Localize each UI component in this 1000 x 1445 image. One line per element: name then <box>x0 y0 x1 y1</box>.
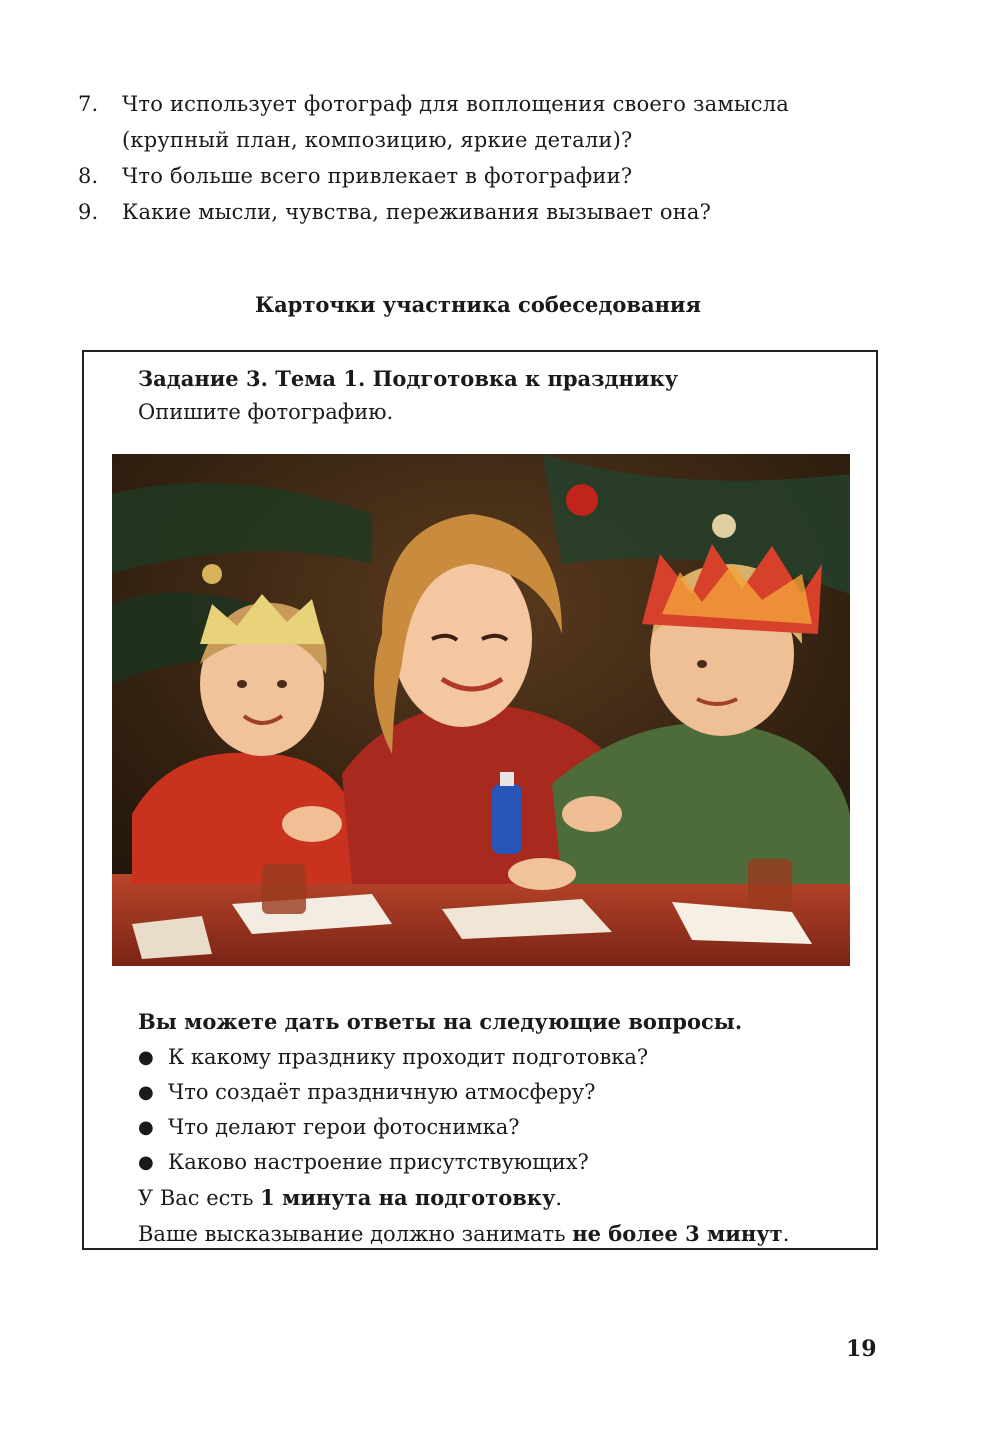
bullet-item <box>138 1075 858 1110</box>
speech-prefix: Ваше высказывание должно занимать <box>138 1222 573 1246</box>
bullet-icon: ● <box>138 1117 154 1138</box>
prep-bold: 1 минута на подготовку <box>260 1185 556 1210</box>
bullet-icon: ● <box>138 1082 154 1103</box>
speech-suffix: . <box>782 1222 790 1246</box>
speech-bold: не более 3 минут <box>572 1221 783 1246</box>
prep-prefix: У Вас есть <box>138 1186 261 1210</box>
question-number: 9. <box>78 200 99 224</box>
speech-time-line <box>138 1216 858 1252</box>
question-item <box>78 86 898 158</box>
bullet-text: К какому празднику проходит подготовка? <box>168 1045 649 1069</box>
section-title: Карточки участника собеседования <box>254 292 702 317</box>
card-title: Задание 3. Тема 1. Подготовка к празднику <box>138 366 679 391</box>
prep-suffix: . <box>555 1186 563 1210</box>
page-number: 19 <box>846 1336 877 1362</box>
question-item <box>78 194 898 230</box>
card-questions-block <box>138 1004 858 1252</box>
question-number: 8. <box>78 164 99 188</box>
task-card <box>82 350 878 1250</box>
bullet-item <box>138 1110 858 1145</box>
bullet-item <box>138 1145 858 1180</box>
bullet-icon: ● <box>138 1152 154 1173</box>
question-number: 7. <box>78 92 99 116</box>
prep-time-line <box>138 1180 858 1216</box>
bullet-text: Что создаёт праздничную атмосферу? <box>168 1080 596 1104</box>
question-text: Что больше всего привлекает в фотографии? <box>122 164 633 188</box>
question-text: Какие мысли, чувства, переживания вызывает она? <box>122 200 712 224</box>
photo-illustration <box>112 454 850 966</box>
bullet-icon: ● <box>138 1047 154 1068</box>
question-item <box>78 158 898 194</box>
prompt-bullets <box>138 1040 858 1180</box>
bullet-text: Каково настроение присутствующих? <box>168 1150 589 1174</box>
prompt-heading: Вы можете дать ответы на следующие вопросы. <box>138 1009 743 1034</box>
card-instruction: Опишите фотографию. <box>138 400 394 424</box>
bullet-text: Что делают герои фотоснимка? <box>168 1115 520 1139</box>
bullet-item <box>138 1040 858 1075</box>
photo-family-crafts <box>112 454 850 966</box>
questions-list <box>78 86 898 230</box>
question-text: Что использует фотограф для воплощения своего замысла (крупный план, композицию, яркие детали)? <box>122 92 790 152</box>
